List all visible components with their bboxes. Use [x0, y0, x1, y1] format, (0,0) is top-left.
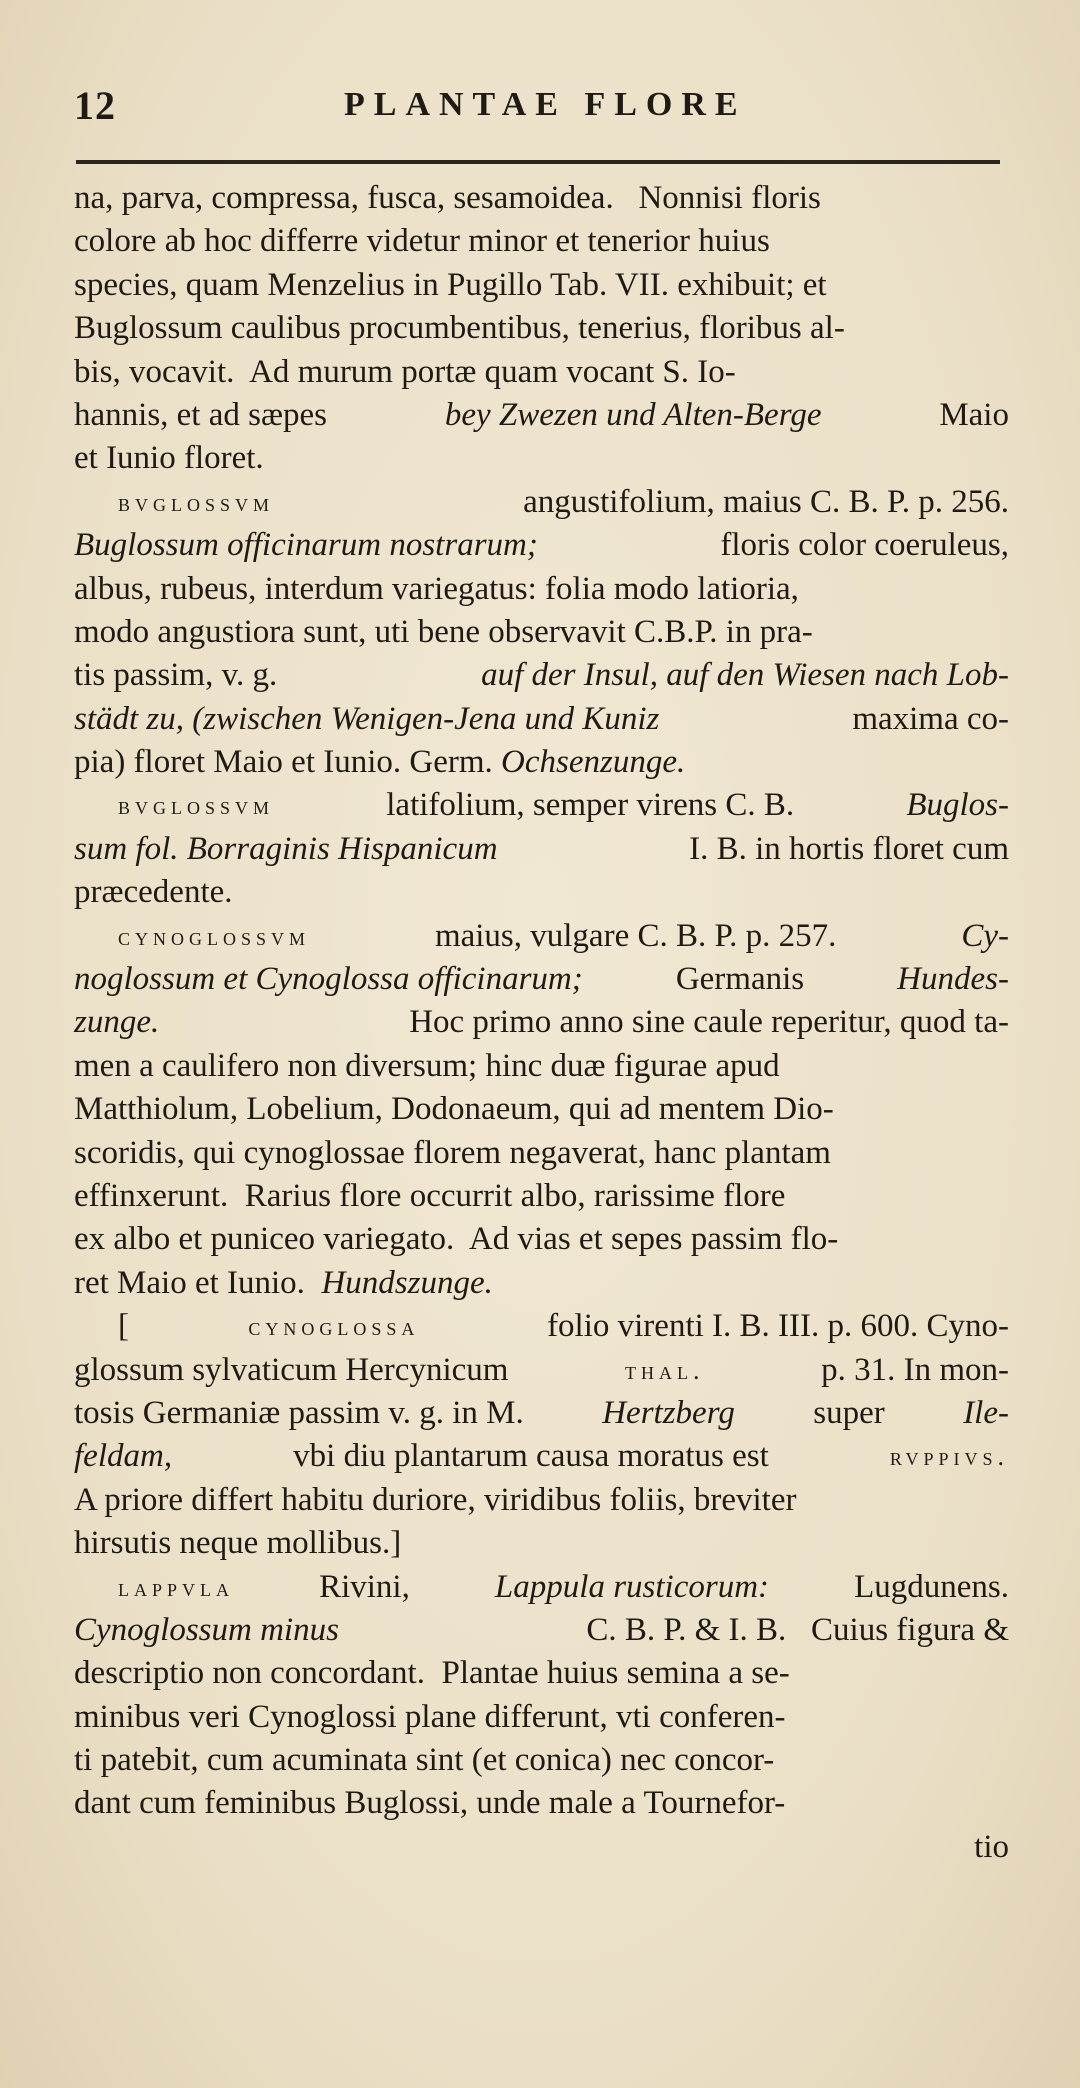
text-segment: A priore differt habitu duriore, viridibus foliis, breviter — [74, 1481, 797, 1518]
text-segment: na, parva, compressa, fusca, sesamoidea. Nonnisi floris — [74, 180, 821, 216]
text-line — [74, 1392, 1009, 1435]
text-line — [74, 871, 1009, 914]
italic-text: Hertzberg — [602, 1394, 735, 1431]
text-segment: tosis Germaniæ passim v. g. in M. — [74, 1394, 533, 1431]
italic-text: Cynoglossum minus — [74, 1611, 339, 1648]
italic-text: Buglossum officinarum nostrarum; — [74, 527, 538, 564]
text-line — [74, 1305, 1009, 1348]
plant-name: bvglossvm — [118, 791, 275, 821]
text-segment: ret Maio et Iunio. — [74, 1264, 322, 1301]
text-line — [74, 220, 1009, 263]
plant-name: cynoglossa — [248, 1312, 420, 1342]
text-line — [74, 1262, 1009, 1305]
italic-text: auf der Insul, auf den Wiesen nach Lob- — [481, 657, 1009, 694]
text-segment: ex albo et puniceo variegato. Ad vias et sepes passim flo- — [74, 1221, 839, 1258]
text-segment: folio virenti I. B. III. p. 600. Cyno- — [538, 1308, 1009, 1345]
text-segment: effinxerunt. Rarius flore occurrit albo, rarissime flore — [74, 1177, 786, 1214]
text-segment: bis, vocavit. Ad murum portæ quam vocant S. Io- — [74, 353, 736, 390]
body-text — [74, 177, 1009, 1869]
text-line — [74, 828, 1009, 871]
header-rule — [76, 160, 1000, 164]
text-line — [74, 611, 1009, 654]
italic-text: städt zu, (zwischen Wenigen-Jena und Kuniz — [74, 700, 660, 737]
text-line — [74, 1479, 1009, 1522]
text-segment: hirsutis neque mollibus.] — [74, 1525, 402, 1562]
text-segment: maius, vulgare C. B. P. p. 257. — [426, 917, 845, 954]
text-line — [74, 741, 1009, 784]
text-line — [74, 177, 1009, 220]
running-head: PLANTAE FLORE — [344, 86, 747, 123]
text-segment: men a caulifero non diversum; hinc duæ figurae apud — [74, 1047, 780, 1084]
text-segment: [ — [118, 1308, 129, 1345]
plant-name: thal. — [625, 1355, 705, 1385]
text-segment: floris color coeruleus, — [712, 527, 1009, 564]
text-line — [74, 1175, 1009, 1218]
text-segment: Buglossum caulibus procumbentibus, tenerius, floribus al- — [74, 310, 845, 347]
text-line — [74, 1696, 1009, 1739]
text-segment: Lugdunens. — [845, 1568, 1009, 1605]
text-segment: latifolium, semper virens C. B. — [378, 787, 803, 824]
plant-name: lappvla — [118, 1572, 235, 1602]
text-segment: modo angustiora sunt, uti bene observavit C.B.P. in pra- — [74, 613, 813, 650]
text-line — [74, 698, 1009, 741]
text-segment: præcedente. — [74, 874, 233, 911]
text-segment: I. B. in hortis floret cum — [680, 830, 1009, 867]
text-segment: Germanis — [667, 961, 813, 998]
text-line — [74, 1609, 1009, 1652]
page-header — [74, 82, 1002, 130]
italic-text: Hundszunge. — [321, 1264, 493, 1301]
text-line — [74, 915, 1009, 958]
text-line — [74, 1566, 1009, 1609]
text-line — [74, 307, 1009, 350]
text-line — [74, 481, 1009, 524]
text-segment: Maio — [931, 396, 1009, 433]
text-segment: C. B. P. & I. B. Cuius figura & — [578, 1611, 1009, 1648]
text-segment: angustifolium, maius C. B. P. p. 256. — [514, 483, 1009, 520]
text-segment: ti patebit, cum acuminata sint (et conica) nec concor- — [74, 1742, 775, 1779]
text-line — [74, 654, 1009, 697]
text-line — [74, 1435, 1009, 1478]
text-segment: albus, rubeus, interdum variegatus: folia modo latioria, — [74, 570, 799, 607]
plant-name: cynoglossvm — [118, 921, 311, 951]
text-segment: colore ab hoc differre videtur minor et tenerior huius — [74, 223, 770, 260]
plant-name: bvglossvm — [118, 487, 275, 517]
text-line — [74, 264, 1009, 307]
text-segment: et Iunio floret. — [74, 440, 264, 477]
text-line — [74, 784, 1009, 827]
text-line — [74, 1826, 1009, 1869]
text-line — [74, 1132, 1009, 1175]
text-segment: tio — [974, 1828, 1009, 1865]
text-segment: glossum sylvaticum Hercynicum — [74, 1351, 517, 1388]
page-number: 12 — [74, 83, 116, 128]
text-segment: scoridis, qui cynoglossae florem negaverat, hanc plantam — [74, 1134, 831, 1171]
text-line — [74, 1522, 1009, 1565]
text-line — [74, 1218, 1009, 1261]
text-segment: super — [805, 1394, 893, 1431]
text-segment: vbi diu plantarum causa moratus est — [284, 1438, 778, 1475]
italic-text: Ile- — [963, 1394, 1009, 1431]
text-segment: minibus veri Cynoglossi plane differunt, vti conferen- — [74, 1698, 786, 1735]
italic-text: feldam, — [74, 1438, 173, 1475]
text-segment: dant cum feminibus Buglossi, unde male a Tournefor- — [74, 1785, 786, 1822]
italic-text: zunge. — [74, 1004, 160, 1041]
text-segment: hannis, et ad sæpes — [74, 396, 336, 433]
text-segment: species, quam Menzelius in Pugillo Tab. VII. exhibuit; et — [74, 266, 827, 303]
text-segment: Hoc primo anno sine caule reperitur, quod ta- — [392, 1004, 1009, 1041]
text-line — [74, 1088, 1009, 1131]
text-segment: tis passim, v. g. — [74, 657, 286, 694]
italic-text: noglossum et Cynoglossa officinarum; — [74, 961, 583, 998]
text-line — [74, 524, 1009, 567]
text-segment: pia) floret Maio et Iunio. Germ. — [74, 744, 502, 781]
italic-text: Cy- — [961, 917, 1009, 954]
plant-name: rvppivs. — [889, 1442, 1009, 1472]
text-segment: maxima co- — [844, 700, 1009, 737]
italic-text: sum fol. Borraginis Hispanicum — [74, 830, 498, 867]
text-line — [74, 1349, 1009, 1392]
italic-text: Lappula rusticorum: — [494, 1568, 770, 1605]
text-line — [74, 394, 1009, 437]
text-line — [74, 1045, 1009, 1088]
text-line — [74, 568, 1009, 611]
text-line — [74, 351, 1009, 394]
text-segment: Matthiolum, Lobelium, Dodonaeum, qui ad mentem Dio- — [74, 1091, 834, 1128]
text-line — [74, 1001, 1009, 1044]
text-segment: p. 31. In mon- — [812, 1351, 1009, 1388]
italic-text: Buglos- — [906, 787, 1009, 824]
text-line — [74, 437, 1009, 480]
italic-text: bey Zwezen und Alten-Berge — [444, 396, 822, 433]
text-line — [74, 1739, 1009, 1782]
text-line — [74, 1782, 1009, 1825]
text-segment: Rivini, — [310, 1568, 419, 1605]
italic-text: Hundes- — [897, 961, 1009, 998]
text-line — [74, 1652, 1009, 1695]
italic-text: Ochsenzunge. — [501, 744, 686, 781]
text-segment: descriptio non concordant. Plantae huius semina a se- — [74, 1655, 790, 1692]
text-line — [74, 958, 1009, 1001]
